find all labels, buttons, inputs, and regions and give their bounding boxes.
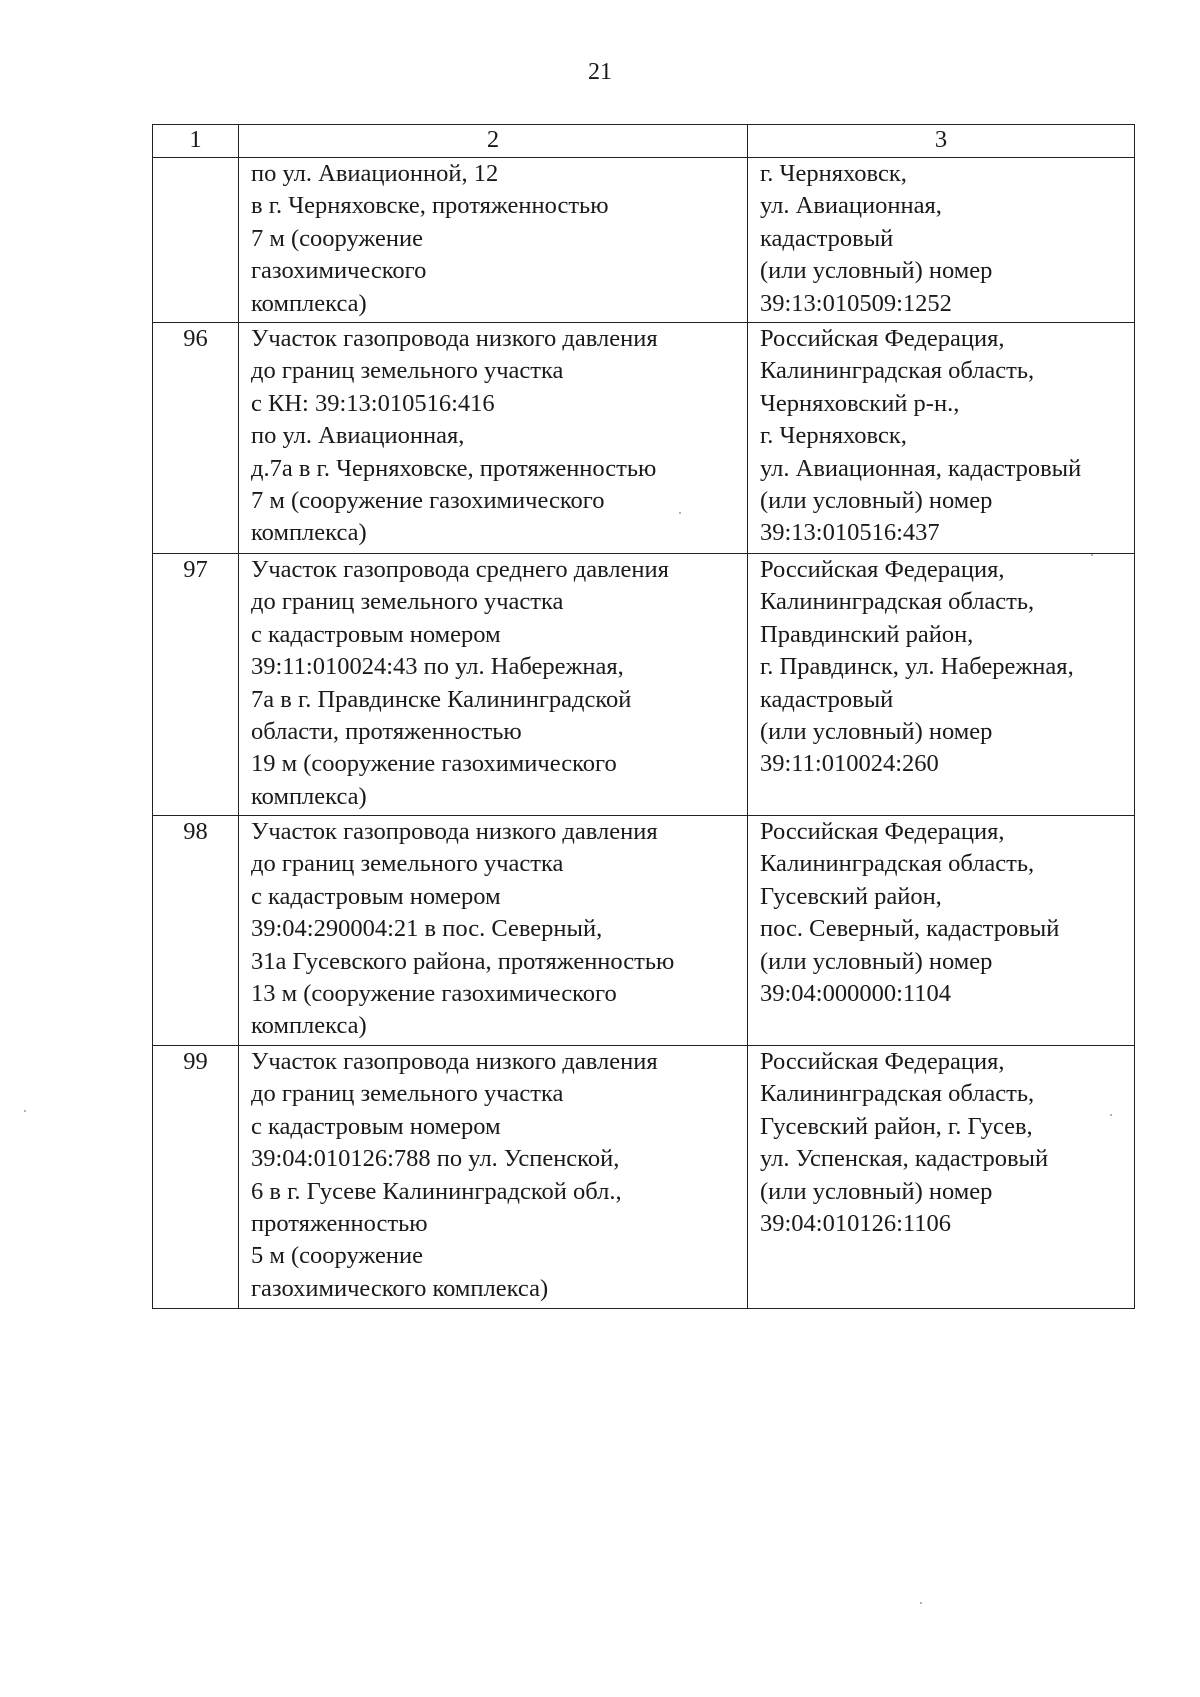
column-header-number: 1 xyxy=(153,125,239,158)
description-line: комплекса) xyxy=(251,782,367,810)
description-line: 31а Гусевского района, протяженностью xyxy=(251,947,675,975)
description-line: Участок газопровода низкого давления xyxy=(251,818,658,845)
object-location-cell xyxy=(748,158,1135,323)
description-line: с кадастровым номером xyxy=(251,882,501,910)
description-line: газохимического комплекса) xyxy=(251,1274,549,1302)
description-line: по ул. Авиационная, xyxy=(251,422,465,450)
location-line: г. Черняховск, xyxy=(760,422,907,450)
scan-speck xyxy=(920,1602,922,1604)
description-line: Участок газопровода низкого давления xyxy=(251,325,658,352)
location-line: Калининградская область, xyxy=(760,588,1035,616)
object-description-cell xyxy=(239,1046,748,1309)
location-line: Гусевский район, xyxy=(760,882,942,910)
location-line: ул. Авиационная, кадастровый xyxy=(760,454,1082,482)
scan-speck xyxy=(1091,554,1093,556)
table-header-row xyxy=(153,125,1135,158)
location-line: (или условный) номер xyxy=(760,1177,993,1205)
description-line: с кадастровым номером xyxy=(251,1112,501,1140)
description-line: до границ земельного участка xyxy=(251,357,564,385)
location-line: кадастровый xyxy=(760,224,894,252)
description-line: комплекса) xyxy=(251,1012,367,1040)
description-line: 7 м (сооружение xyxy=(251,224,423,252)
location-line: Российская Федерация, xyxy=(760,1048,1005,1075)
column-header-description: 2 xyxy=(239,125,748,158)
object-description-cell xyxy=(239,554,748,816)
location-line: Правдинский район, xyxy=(760,620,974,648)
register-table xyxy=(152,124,1135,1309)
description-line: газохимического xyxy=(251,257,427,285)
description-line: комплекса) xyxy=(251,289,367,317)
description-line: по ул. Авиационной, 12 xyxy=(251,160,499,187)
page-number: 21 xyxy=(588,59,612,85)
location-line: (или условный) номер xyxy=(760,718,993,746)
location-line: пос. Северный, кадастровый xyxy=(760,915,1060,943)
object-location-cell xyxy=(748,816,1135,1046)
location-line: г. Правдинск, ул. Набережная, xyxy=(760,653,1074,681)
row-number xyxy=(153,158,239,323)
location-line: (или условный) номер xyxy=(760,947,993,975)
scan-speck xyxy=(1110,1114,1112,1116)
location-line: 39:04:000000:1104 xyxy=(760,980,952,1008)
description-line: Участок газопровода низкого давления xyxy=(251,1048,658,1075)
description-line: 5 м (сооружение xyxy=(251,1242,423,1270)
location-line: г. Черняховск, xyxy=(760,160,907,187)
description-line: 19 м (сооружение газохимического xyxy=(251,750,617,778)
location-line: 39:04:010126:1106 xyxy=(760,1210,952,1238)
description-line: 7а в г. Правдинске Калининградской xyxy=(251,685,632,713)
row-number: 97 xyxy=(153,554,239,816)
description-line: с кадастровым номером xyxy=(251,620,501,648)
table-row xyxy=(153,158,1135,323)
table-row xyxy=(153,1046,1135,1309)
scan-speck xyxy=(24,1110,26,1112)
location-line: (или условный) номер xyxy=(760,487,993,515)
description-line: 39:11:010024:43 по ул. Набережная, xyxy=(251,653,624,681)
description-line: протяженностью xyxy=(251,1210,428,1238)
table-row xyxy=(153,816,1135,1046)
table-row xyxy=(153,554,1135,816)
description-line: до границ земельного участка xyxy=(251,1080,564,1108)
location-line: Российская Федерация, xyxy=(760,325,1005,352)
object-location-cell xyxy=(748,323,1135,554)
object-description-cell xyxy=(239,816,748,1046)
location-line: Российская Федерация, xyxy=(760,818,1005,845)
column-header-location: 3 xyxy=(748,125,1135,158)
location-line: ул. Успенская, кадастровый xyxy=(760,1145,1049,1173)
location-line: Калининградская область, xyxy=(760,850,1035,878)
description-line: д.7а в г. Черняховске, протяженностью xyxy=(251,454,657,482)
object-description-cell xyxy=(239,158,748,323)
description-line: области, протяженностью xyxy=(251,718,522,746)
location-line: (или условный) номер xyxy=(760,257,993,285)
location-line: 39:13:010509:1252 xyxy=(760,289,952,317)
description-line: 39:04:290004:21 в пос. Северный, xyxy=(251,915,603,943)
location-line: Гусевский район, г. Гусев, xyxy=(760,1112,1033,1140)
description-line: 39:04:010126:788 по ул. Успенской, xyxy=(251,1145,620,1173)
description-line: 13 м (сооружение газохимического xyxy=(251,980,617,1008)
location-line: 39:13:010516:437 xyxy=(760,519,940,547)
object-description-cell xyxy=(239,323,748,554)
location-line: кадастровый xyxy=(760,685,894,713)
description-line: Участок газопровода среднего давления xyxy=(251,556,669,583)
description-line: до границ земельного участка xyxy=(251,588,564,616)
row-number: 99 xyxy=(153,1046,239,1309)
object-location-cell xyxy=(748,554,1135,816)
location-line: Российская Федерация, xyxy=(760,556,1005,583)
description-line: до границ земельного участка xyxy=(251,850,564,878)
location-line: Черняховский р-н., xyxy=(760,389,960,417)
description-line: 7 м (сооружение газохимического xyxy=(251,487,605,515)
description-line: 6 в г. Гусеве Калининградской обл., xyxy=(251,1177,622,1205)
row-number: 96 xyxy=(153,323,239,554)
location-line: Калининградская область, xyxy=(760,357,1035,385)
location-line: Калининградская область, xyxy=(760,1080,1035,1108)
description-line: комплекса) xyxy=(251,519,367,547)
object-location-cell xyxy=(748,1046,1135,1309)
table-row xyxy=(153,323,1135,554)
description-line: в г. Черняховске, протяженностью xyxy=(251,192,609,220)
scan-speck xyxy=(679,512,681,514)
description-line: с КН: 39:13:010516:416 xyxy=(251,389,495,417)
location-line: 39:11:010024:260 xyxy=(760,750,939,778)
location-line: ул. Авиационная, xyxy=(760,192,942,220)
row-number: 98 xyxy=(153,816,239,1046)
